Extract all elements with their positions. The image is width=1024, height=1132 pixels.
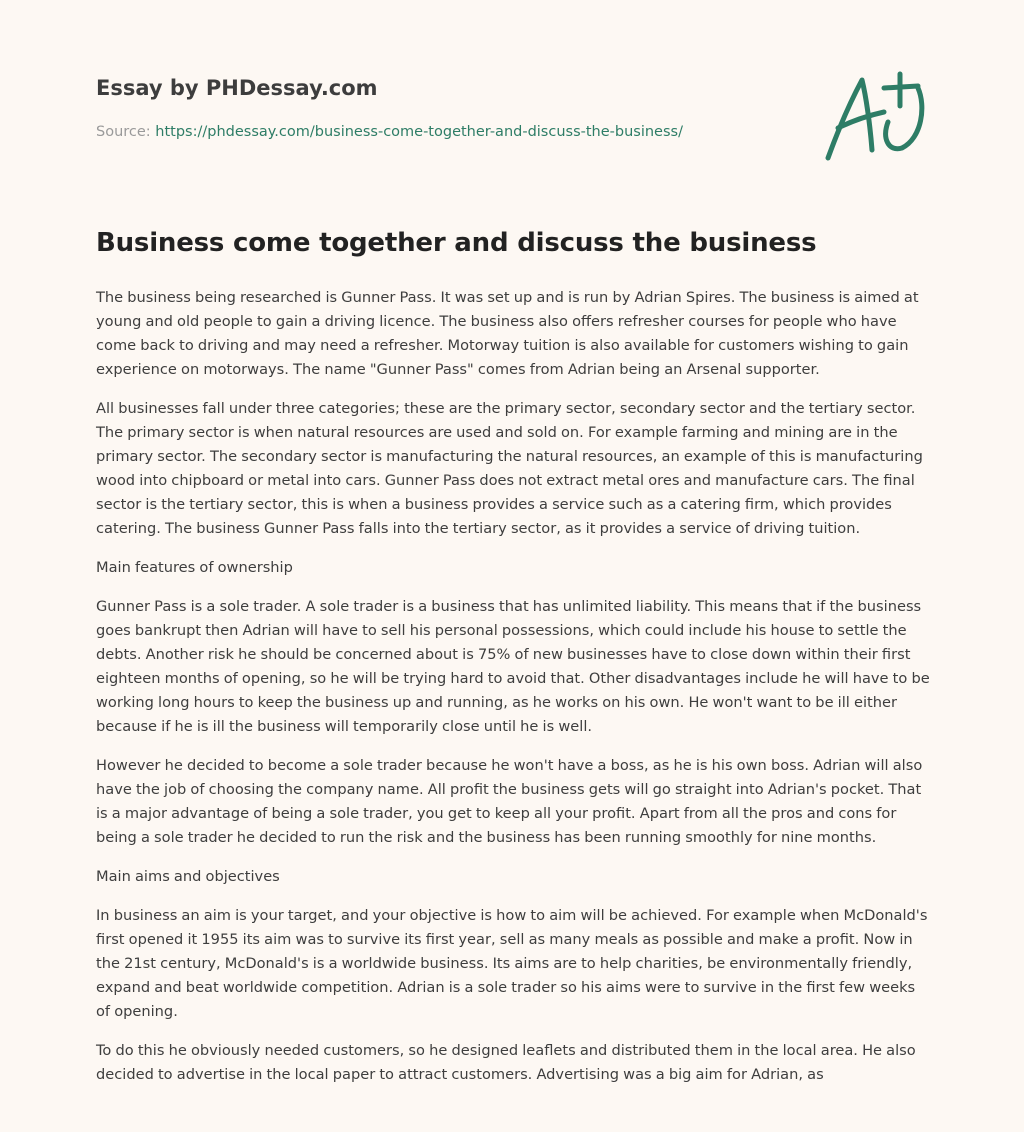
- source-link[interactable]: https://phdessay.com/business-come-together-and-discuss-the-business/: [155, 124, 683, 140]
- essay-paragraph: All businesses fall under three categories; these are the primary sector, secondary sector and the tertiary sector. The primary sector is when natural resources are used and sold on. For example farming and mining are in the primary sector. The secondary sector is manufacturing the natural resources, an example of this is manufacturing wood into chipboard or metal into cars. Gunner Pass does not extract metal ores and manufacture cars. The final sector is the tertiary sector, this is when a business provides a service such as a catering firm, which provides catering. The business Gunner Pass falls into the tertiary sector, as it provides a service of driving tuition.: [96, 400, 923, 537]
- essay-title: Business come together and discuss the business: [96, 228, 817, 258]
- essay-paragraph: In business an aim is your target, and your objective is how to aim will be achieved. For example when McDonald's first opened it 1955 its aim was to survive its first year, sell as many meals as possible and make a profit. Now in the 21st century, McDonald's is a worldwide business. Its aims are to help charities, be environmentally friendly, expand and beat worldwide competition. Adrian is a sole trader so his aims were to survive in the first few weeks of opening.: [96, 907, 928, 1020]
- essay-paragraph: However he decided to become a sole trader because he won't have a boss, as he is his own boss. Adrian will also have the job of choosing the company name. All profit the business gets will go straight into Adrian's pocket. That is a major advantage of being a sole trader, you get to keep all your profit. Apart from all the pros and cons for being a sole trader he decided to run the risk and the business has been running smoothly for nine months.: [96, 757, 923, 846]
- essay-paragraph: Gunner Pass is a sole trader. A sole trader is a business that has unlimited liability. This means that if the business goes bankrupt then Adrian will have to sell his personal possessions, which could include his house to settle the debts. Another risk he should be concerned about is 75% of new businesses have to close down within their first eighteen months of opening, so he will be trying hard to avoid that. Other disadvantages include he will have to be working long hours to keep the business up and running, as he works on his own. He won't want to be ill either because if he is ill the business will temporarily close until he is well.: [96, 598, 930, 735]
- a-plus-logo-icon: [822, 66, 932, 166]
- essay-paragraph: The business being researched is Gunner Pass. It was set up and is run by Adrian Spires. The business is aimed at young and old people to gain a driving licence. The business also offers refresher courses for people who have come back to driving and may need a refresher. Motorway tuition is also available for customers wishing to gain experience on motorways. The name "Gunner Pass" comes from Adrian being an Arsenal supporter.: [96, 289, 919, 378]
- site-brand: Essay by PHDessay.com: [96, 76, 378, 100]
- section-heading: Main features of ownership: [96, 559, 293, 576]
- section-heading: Main aims and objectives: [96, 868, 280, 885]
- source-label: Source:: [96, 124, 151, 140]
- essay-paragraph: To do this he obviously needed customers, so he designed leaflets and distributed them in the local area. He also decided to advertise in the local paper to attract customers. Advertising was a big aim for Adrian, as: [96, 1042, 916, 1083]
- source-line: [96, 124, 683, 140]
- essay-body: [96, 286, 932, 1102]
